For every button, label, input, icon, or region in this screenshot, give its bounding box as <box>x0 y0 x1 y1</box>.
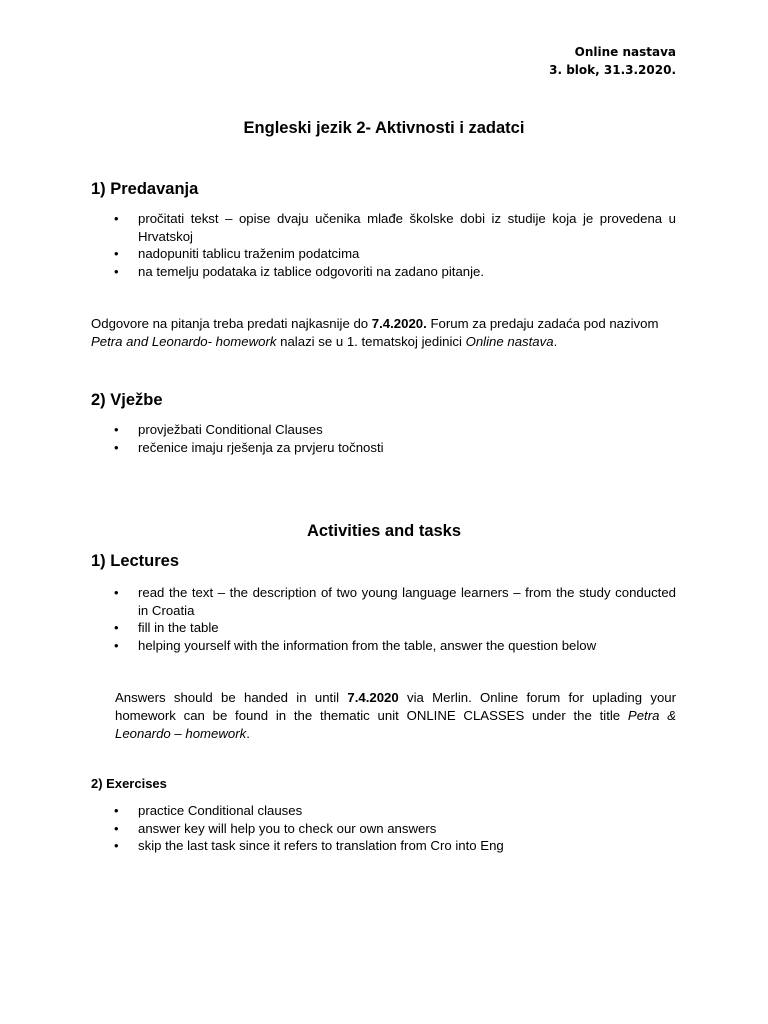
section-heading-exercises: 2) Exercises <box>91 776 167 791</box>
bullet-icon: • <box>114 637 119 653</box>
list-predavanja <box>113 210 676 280</box>
deadline-paragraph-croatian: Odgovore na pitanja treba predati najkasnije do 7.4.2020. Forum za predaju zadaća pod nazivom Petra and Leonardo- homework nalazi se u 1. tematskoj jedinici Online nastava. <box>91 316 659 349</box>
list-vjezbe <box>113 421 676 456</box>
section-heading-vjezbe: 2) Vježbe <box>91 391 163 409</box>
list-item: • pročitati tekst – opise dvaju učenika mlađe školske dobi iz studije koja je provedena u Hrvatskoj <box>114 211 676 244</box>
deadline-paragraph-english: Answers should be handed in until 7.4.2020 via Merlin. Online forum for uplading your homework can be found in the thematic unit ONLINE CLASSES under the title Petra & Leonardo – homework. <box>115 690 676 741</box>
bullet-icon: • <box>114 246 119 261</box>
unit-name: Online nastava <box>465 334 554 349</box>
list-item: • rečenice imaju rješenja za prvjeru točnosti <box>114 439 384 455</box>
bullet-icon: • <box>114 585 119 600</box>
bullet-icon: • <box>114 263 119 279</box>
section-heading-lectures: 1) Lectures <box>91 552 180 570</box>
list-lectures <box>113 584 676 654</box>
bullet-icon: • <box>114 439 119 455</box>
deadline-date: 7.4.2020. <box>371 316 427 331</box>
list-exercises <box>113 802 676 855</box>
list-item: • helping yourself with the information from the table, answer the question below <box>114 637 597 653</box>
list-item: • na temelju podataka iz tablice odgovoriti na zadano pitanje. <box>114 263 485 279</box>
forum-name: Petra and Leonardo- homework <box>91 334 277 349</box>
bullet-icon: • <box>114 838 119 853</box>
bullet-icon: • <box>114 422 119 437</box>
section-heading-predavanja: 1) Predavanja <box>91 180 199 198</box>
bullet-icon: • <box>114 620 119 635</box>
forum-name: Petra & Leonardo – homework <box>115 708 676 741</box>
header-line-date: 3. blok, 31.3.2020. <box>549 63 676 77</box>
list-item: • answer key will help you to check our own answers <box>114 820 437 836</box>
list-item: • fill in the table <box>114 620 219 635</box>
bullet-icon: • <box>114 803 119 818</box>
header-line-online-nastava: Online nastava <box>574 45 676 59</box>
list-item: • provježbati Conditional Clauses <box>114 422 323 437</box>
bullet-icon: • <box>114 820 119 836</box>
bullet-icon: • <box>114 211 119 226</box>
list-item: • practice Conditional clauses <box>114 803 303 818</box>
list-item: • skip the last task since it refers to translation from Cro into Eng <box>114 838 504 853</box>
list-item: • read the text – the description of two young language learners – from the study conducted in Croatia <box>114 585 676 618</box>
document-header <box>549 43 676 79</box>
page-title-croatian: Engleski jezik 2- Aktivnosti i zadatci <box>243 119 525 137</box>
page-title-english: Activities and tasks <box>306 522 462 540</box>
deadline-date: 7.4.2020 <box>347 690 399 705</box>
list-item: • nadopuniti tablicu traženim podatcima <box>114 246 360 261</box>
